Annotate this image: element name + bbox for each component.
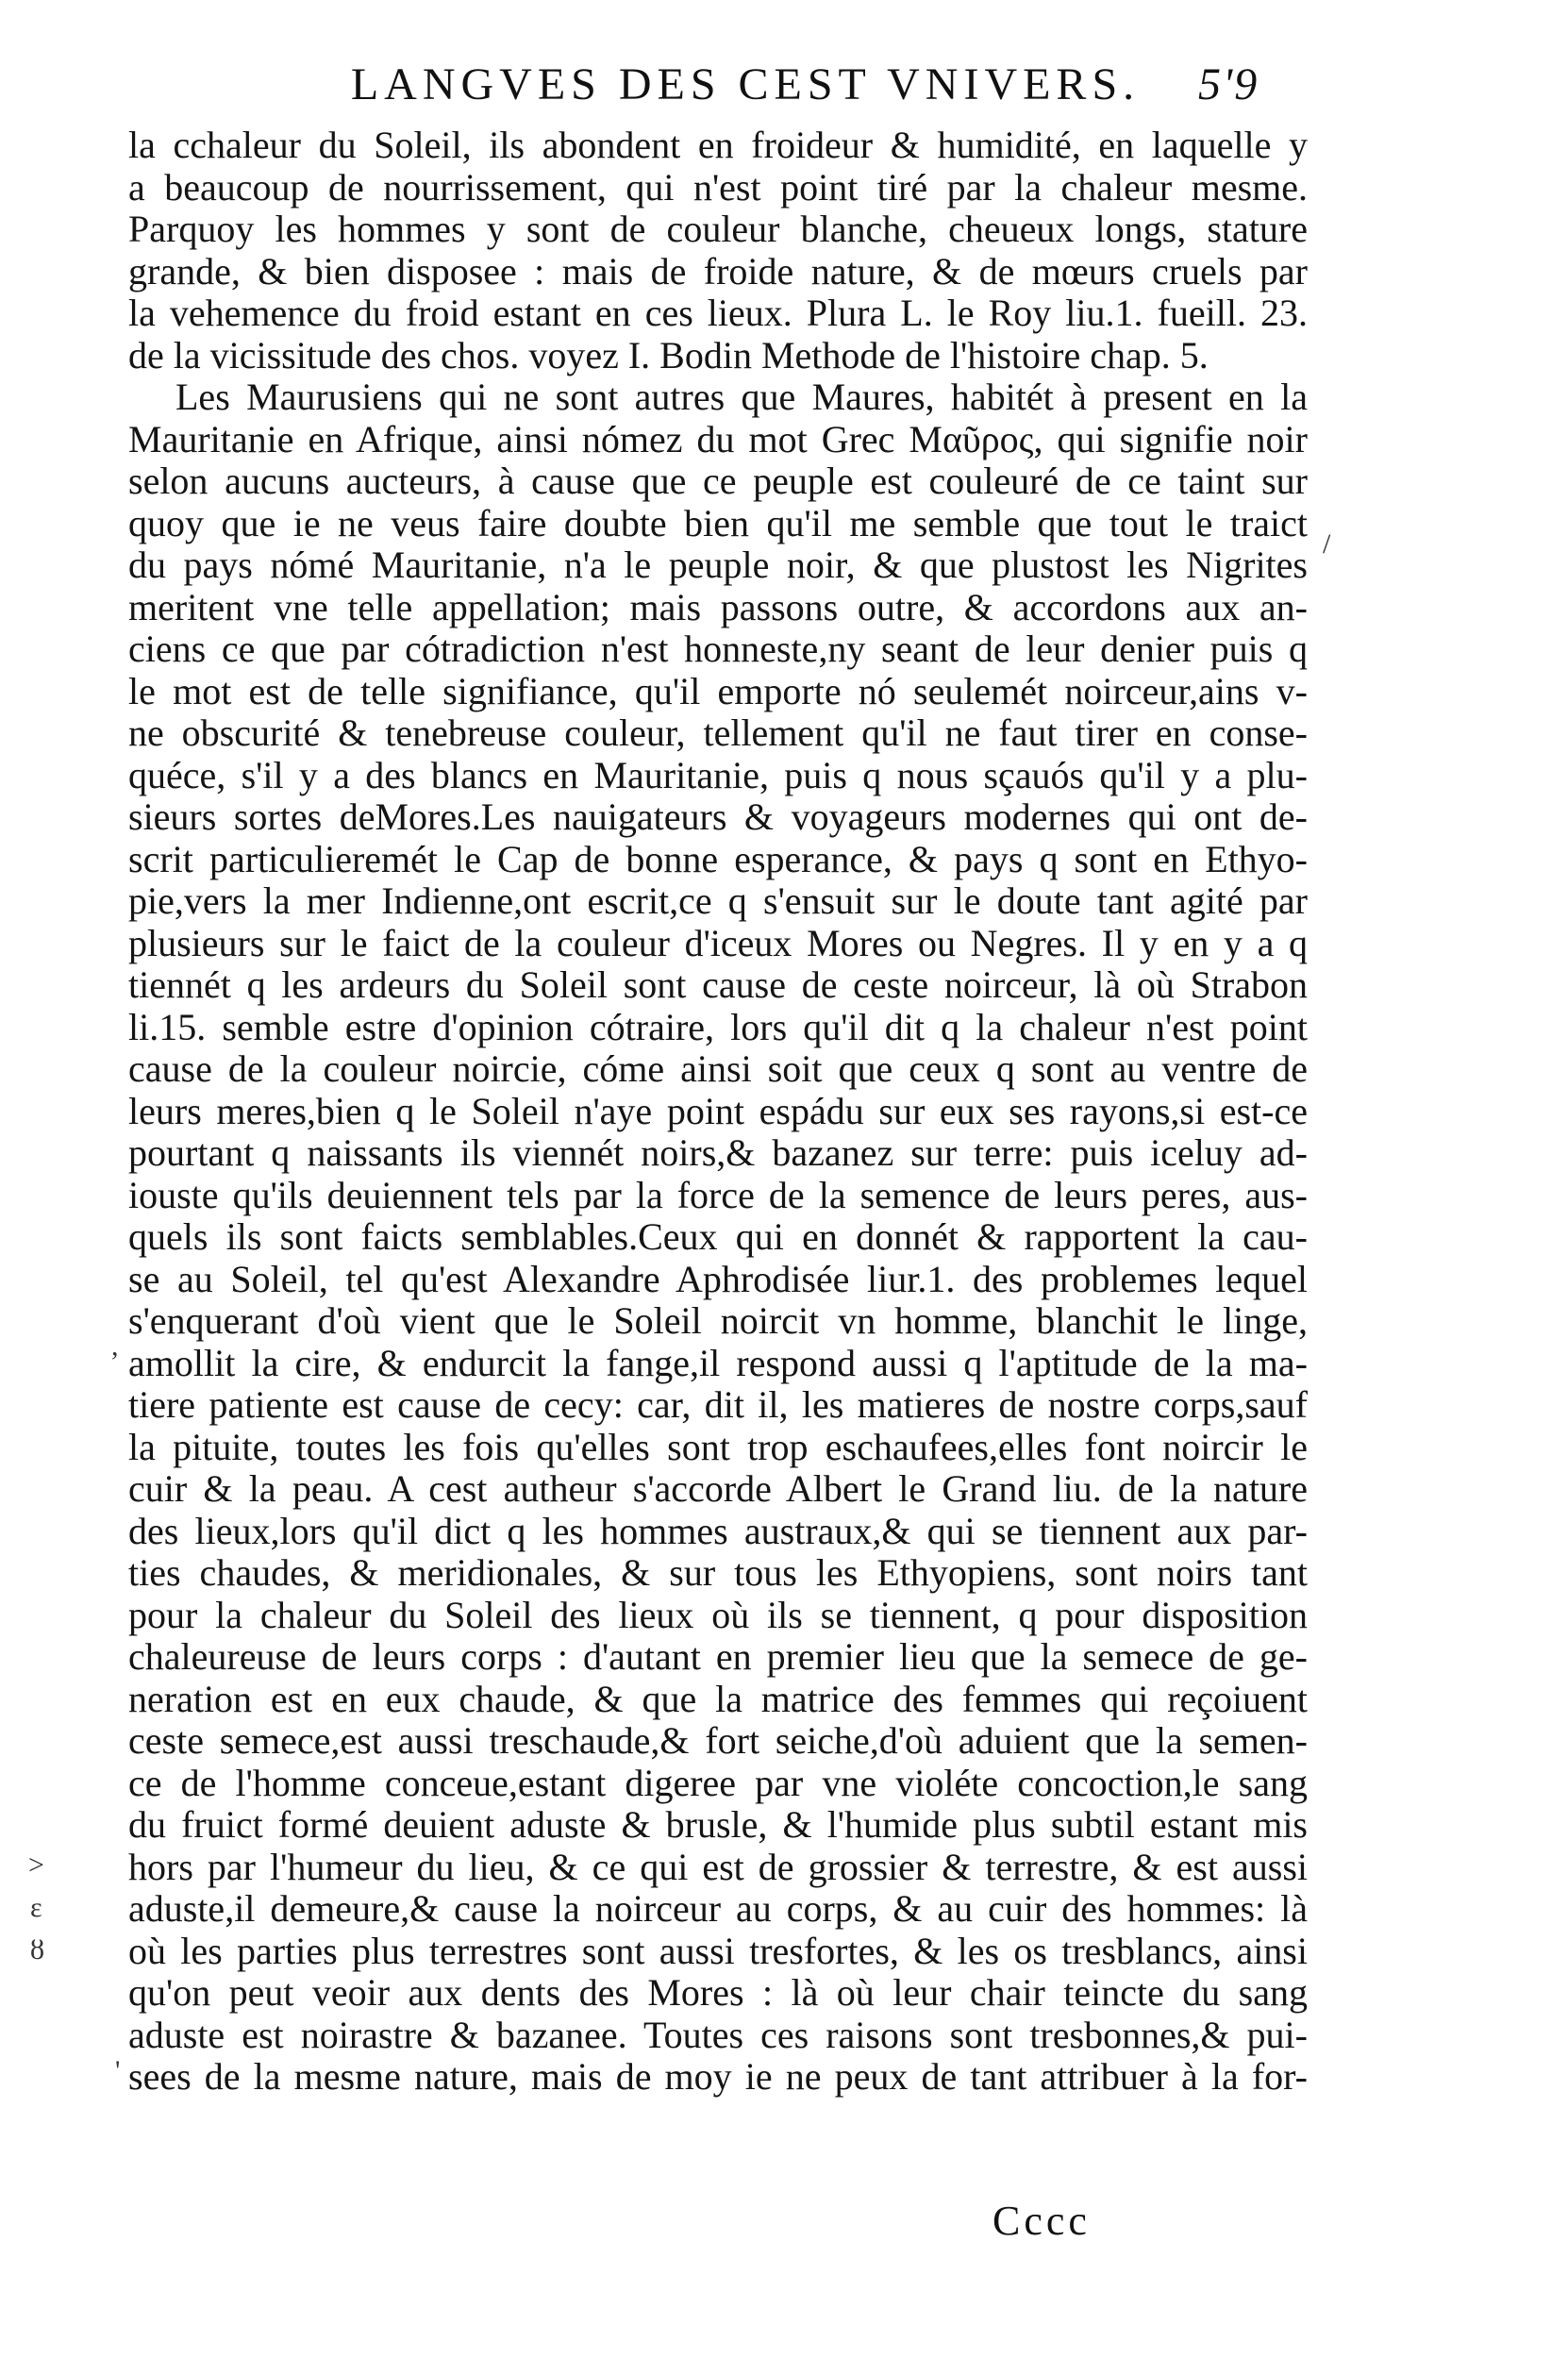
text-line-23: cause de la couleur noircie, cóme ainsi soit que ceux q sont au ventre de xyxy=(128,1048,1308,1090)
text-line-5: la vehemence du froid estant en ces lieux. Plura L. le Roy liu.1. fueill. 23. xyxy=(128,293,1308,334)
text-line-47: sees de la mesme nature, mais de moy ie ne peux de tant attribuer à la for- xyxy=(128,2056,1308,2098)
text-line-27: quels ils sont faicts semblables.Ceux qui en donnét & rapportent la cau- xyxy=(128,1216,1308,1258)
text-line-22: li.15. semble estre d'opinion cótraire, lors qu'il dit q la chaleur n'est point xyxy=(128,1006,1308,1048)
margin-mark-left-3: ȣ xyxy=(30,1934,44,1966)
text-line-1: la cchaleur du Soleil, ils abondent en froideur & humidité, en laquelle y xyxy=(128,125,1308,166)
text-line-37: chaleureuse de leurs corps : d'autant en premier lieu que la semece de ge- xyxy=(128,1636,1308,1678)
text-line-9: selon aucuns aucteurs, à cause que ce peuple est couleuré de ce taint sur xyxy=(128,460,1308,502)
text-line-31: tiere patiente est cause de cecy: car, dit il, les matieres de nostre corps,sauf xyxy=(128,1384,1308,1426)
running-title: LANGVES DES CEST VNIVERS. xyxy=(350,59,1141,109)
body-text xyxy=(128,125,1308,2099)
page-number: 5'9 xyxy=(1198,59,1259,109)
margin-mark-right: / xyxy=(1323,528,1331,560)
text-line-19: pie,vers la mer Indienne,ont escrit,ce q s'ensuit sur le doute tant agité par xyxy=(128,880,1308,922)
text-line-26: iouste qu'ils deuiennent tels par la force de la semence de leurs peres, aus- xyxy=(128,1174,1308,1216)
text-line-34: des lieux,lors qu'il dict q les hommes austraux,& qui se tiennent aux par- xyxy=(128,1510,1308,1552)
text-line-43: aduste,il demeure,& cause la noirceur au corps, & au cuir des hommes: là xyxy=(128,1888,1308,1930)
text-line-41: du fruict formé deuient aduste & brusle, & l'humide plus subtil estant mis xyxy=(128,1804,1308,1846)
text-line-29: s'enquerant d'où vient que le Soleil noircit vn homme, blanchit le linge, xyxy=(128,1300,1308,1342)
text-line-25: pourtant q naissants ils viennét noirs,& bazanez sur terre: puis iceluy ad- xyxy=(128,1132,1308,1174)
catchword: Cccc xyxy=(993,2198,1091,2244)
text-line-28: se au Soleil, tel qu'est Alexandre Aphrodisée liur.1. des problemes lequel xyxy=(128,1258,1308,1300)
text-line-3: Parquoy les hommes y sont de couleur blanche, cheueux longs, stature xyxy=(128,209,1308,250)
text-line-11: du pays nómé Mauritanie, n'a le peuple noir, & que plustost les Nigrites xyxy=(128,544,1308,586)
text-line-42: hors par l'humeur du lieu, & ce qui est de grossier & terrestre, & est aussi xyxy=(128,1846,1308,1888)
margin-mark-left-4: ' xyxy=(115,2055,121,2086)
text-line-30: amollit la cire, & endurcit la fange,il respond aussi q l'aptitude de la ma- xyxy=(128,1342,1308,1384)
text-line-7: Les Maurusiens qui ne sont autres que Maures, habitét à present en la xyxy=(175,376,1308,418)
text-line-40: ce de l'homme conceue,estant digeree par vne violéte concoction,le sang xyxy=(128,1762,1308,1804)
text-line-20: plusieurs sur le faict de la couleur d'iceux Mores ou Negres. Il y en y a q xyxy=(128,922,1308,964)
text-line-45: qu'on peut veoir aux dents des Mores : là où leur chair teincte du sang xyxy=(128,1972,1308,2014)
text-line-21: tiennét q les ardeurs du Soleil sont cause de ceste noirceur, là où Strabon xyxy=(128,964,1308,1006)
text-line-36: pour la chaleur du Soleil des lieux où ils se tiennent, q pour disposition xyxy=(128,1594,1308,1636)
text-line-6: de la vicissitude des chos. voyez I. Bodin Methode de l'histoire chap. 5. xyxy=(128,334,1209,376)
margin-mark-left-1: > xyxy=(28,1849,44,1881)
text-line-35: ties chaudes, & meridionales, & sur tous les Ethyopiens, sont noirs tant xyxy=(128,1552,1308,1594)
margin-mark-left-2: ε xyxy=(30,1892,42,1923)
text-line-46: aduste est noirastre & bazanee. Toutes ces raisons sont tresbonnes,& pui- xyxy=(128,2014,1308,2056)
margin-mark-left-comma: , xyxy=(111,1330,119,1362)
text-line-14: le mot est de telle signifiance, qu'il emporte nó seulemét noirceur,ains v- xyxy=(128,670,1308,712)
text-line-13: ciens ce que par cótradiction n'est honneste,ny seant de leur denier puis q xyxy=(128,628,1308,670)
text-line-18: scrit particulieremét le Cap de bonne esperance, & pays q sont en Ethyo- xyxy=(128,838,1308,880)
text-line-8: Mauritanie en Afrique, ainsi nómez du mot Grec Μαῦρος, qui signifie noir xyxy=(128,418,1308,460)
text-line-39: ceste semece,est aussi treschaude,& fort seiche,d'où aduient que la semen- xyxy=(128,1720,1308,1762)
text-line-17: sieurs sortes deMores.Les nauigateurs & voyageurs modernes qui ont de- xyxy=(128,796,1308,838)
text-line-4: grande, & bien disposee : mais de froide nature, & de mœurs cruels par xyxy=(128,250,1308,293)
text-line-33: cuir & la peau. A cest autheur s'accorde Albert le Grand liu. de la nature xyxy=(128,1468,1308,1510)
text-line-12: meritent vne telle appellation; mais passons outre, & accordons aux an- xyxy=(128,586,1308,628)
text-line-15: ne obscurité & tenebreuse couleur, tellement qu'il ne faut tirer en conse- xyxy=(128,712,1308,754)
text-line-2: a beaucoup de nourrissement, qui n'est point tiré par la chaleur mesme. xyxy=(128,166,1308,209)
text-line-10: quoy que ie ne veus faire doubte bien qu'il me semble que tout le traict xyxy=(128,502,1308,544)
text-line-38: neration est en eux chaude, & que la matrice des femmes qui reçoiuent xyxy=(128,1678,1308,1720)
text-line-16: quéce, s'il y a des blancs en Mauritanie, puis q nous sçauós qu'il y a plu- xyxy=(128,754,1308,796)
text-line-24: leurs meres,bien q le Soleil n'aye point espádu sur eux ses rayons,si est-ce xyxy=(128,1090,1308,1132)
text-line-44: où les parties plus terrestres sont aussi tresfortes, & les os tresblancs, ainsi xyxy=(128,1930,1308,1972)
text-line-32: la pituite, toutes les fois qu'elles sont trop eschaufees,elles font noircir le xyxy=(128,1426,1308,1468)
